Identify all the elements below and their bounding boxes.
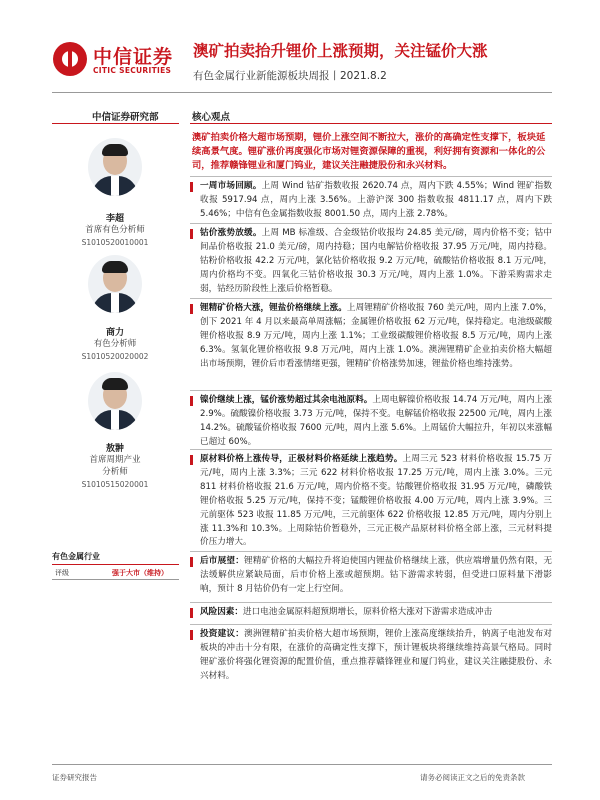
logo-text-en: CITIC SECURITIES: [93, 66, 172, 75]
analyst-name-1: 李超: [105, 214, 124, 224]
analyst-photo-3: [88, 372, 142, 430]
block-text: 上周电解镍价格收报 14.74 万元/吨，周内上涨 2.9%。硫酸镍价格收报 3.73 万元/吨，保持不变。电解锰价格收报 22500 元/吨，周内上涨 14.2%。硫酸锰价格收报 7600 元/吨，周内上涨 5.6%。上周锰价大幅拉升，年初以来涨幅已超过 60%。: [200, 395, 552, 447]
core-view-heading: 核心观点: [192, 112, 231, 123]
block-divider: [190, 390, 552, 391]
block-text: 上周 Wind 钴矿指数收报 2620.74 点，周内下跌 4.55%；Wind 锂矿指数收报 5917.94 点，周内上涨 3.56%。上游沪深 300 指数收报 4811.17 点，周内下跌 5.46%；中信有色金属指数收报 8001.50 点，周内上涨 2.78%。: [200, 181, 552, 219]
rating-value: 强于大市（维持）: [112, 569, 168, 577]
left-heading-underline: [52, 123, 179, 124]
block-text: 澳洲锂精矿拍卖价格大超市场预期，锂价上涨高度继续抬升，钠离子电池发布对板块的冲击十分有限，在涨价的高确定性支撑下，预计锂板块将继续维持高景气格局。同时锂矿涨价将强化锂资源的配置价值，重点推荐赣锋锂业和厦门钨业，建议关注融捷股份、永兴材料。: [200, 629, 552, 681]
header-divider: [52, 92, 552, 93]
analyst-id-2: S1010520020002: [81, 352, 149, 361]
block-divider: [190, 624, 552, 625]
block-lead: 钴价涨势放缓。: [200, 228, 262, 238]
block-text: 上周 MB 标准级、合金级钴价收报均 24.85 美元/磅，周内价格不变；钴中间品价格收报 21.0 美元/磅，周内持稳；国内电解钴价格收报 37.95 万元/吨，周内持稳。钴粉价格收报 42.2 万元/吨，氯化钴价格收报 9.2 万元/吨，硫酸钴价格收报 8.1 万元/吨，周内价格均不变。四氧化三钴价格收报 30.3 万元/吨，周内上涨 1.0%。下游采购需求走弱，钴经历阶段性上涨后价格暂稳。: [200, 228, 552, 294]
block-cathode: [190, 453, 552, 550]
block-text: 上周三元 523 材料价格收报 15.75 万元/吨，周内上涨 3.3%；三元 622 材料价格收报 17.25 万元/吨，周内上涨 3.0%。三元 811 材料价格收报 21.6 万元/吨，周内价格不变。钴酸锂价格收报 31.95 万元/吨，磷酸铁锂价格收报 5.25 万元/吨，保持不变；锰酸锂价格收报 4.00 万元/吨，周内上涨 3.9%。三元前驱体 523 收报 11.85 万元/吨，三元前驱体 622 价格收报 12.85 万元/吨，周内分别上涨 11.3%和 10.3%。上周除钴价暂稳外，三元正极产品原材料价格全部上涨，三元材料提价压力增大。: [200, 454, 552, 548]
block-cobalt: [190, 227, 552, 297]
analyst-title-1: 首席有色分析师: [85, 225, 145, 235]
footer-disclaimer: 请务必阅读正文之后的免责条款: [420, 773, 525, 782]
block-lead: 一周市场回顾。: [200, 181, 262, 191]
block-outlook: [190, 555, 552, 597]
block-divider: [190, 223, 552, 224]
rating-underline: [52, 564, 179, 565]
block-lead: 投资建议：: [200, 629, 245, 639]
block-divider: [190, 176, 552, 177]
footer-divider: [52, 764, 552, 765]
block-risk: [190, 606, 552, 620]
block-divider: [190, 551, 552, 552]
block-divider: [190, 449, 552, 450]
block-text: 锂精矿价格的大幅拉升将迫使国内锂盐价格继续上涨，供应端增量仍然有限，无法缓解供应紧缺局面，后市价格上涨或超预期。钴下游需求转弱，但受进口原料量下滑影响，预计 8 月钴价仍有一定上行空间。: [200, 556, 552, 594]
block-lithium: [190, 302, 552, 372]
report-title: 澳矿拍卖抬升锂价上涨预期，关注锰价大涨: [193, 42, 488, 60]
analyst-id-1: S1010520010001: [81, 238, 149, 247]
analyst-photo-2: [88, 255, 142, 313]
rating-section-heading: 有色金属行业: [52, 552, 100, 561]
analyst-title-3-line1: 首席周期产业: [89, 455, 141, 465]
block-nickel-manganese: [190, 394, 552, 450]
rating-label: 评级: [55, 569, 69, 577]
block-lead: 风险因素：: [200, 607, 243, 617]
block-lead: 原材料价格上涨传导，正极材料价格延续上涨趋势。: [200, 454, 403, 464]
analyst-name-2: 商力: [105, 328, 124, 338]
summary-text: 澳矿拍卖价格大超市场预期，锂价上涨空间不断拉大，涨价的高确定性支撑下，板块延续高景气度。锂矿涨价再度强化市场对锂资源保障的重视，利好拥有资源和一体化的公司，推荐赣锋锂业和厦门钨业，建议关注融捷股份和永兴材料。: [192, 132, 546, 171]
block-text: 上周锂精矿价格收报 760 美元/吨，周内上涨 7.0%，创下 2021 年 4 月以来最高单周涨幅；金属锂价格收报 62 万元/吨，保持稳定。电池级碳酸锂价格收报 8.9 万元/吨，周内上涨 1.1%；工业级碳酸锂价格收报 8.5 万元/吨，周内上涨 6.3%。氢氧化锂价格收报 9.8 万元/吨，周内上涨 1.0%。澳洲锂精矿企业拍卖价格大幅超出市场预期，锂价后市看涨情绪更强，锂精矿价格涨势加速，锂盐价格也维持涨势。: [200, 303, 552, 369]
analyst-photo-1: [88, 138, 142, 196]
report-subtitle: 有色金属行业新能源板块周报丨2021.8.2: [193, 70, 387, 82]
analyst-title-2: 有色分析师: [93, 339, 137, 349]
logo-text-cn: 中信证券: [93, 46, 174, 68]
rating-bottom-line: [52, 579, 179, 580]
citic-logo-icon: [53, 42, 87, 76]
block-text: 进口电池金属原料超预期增长，原料价格大涨对下游需求造成冲击: [242, 607, 493, 617]
analyst-id-3: S1010515020001: [81, 480, 149, 489]
analyst-title-3-line2: 分析师: [102, 467, 128, 477]
block-lead: 锂精矿价格大涨，锂盐价格继续上涨。: [200, 303, 347, 313]
block-market-review: [190, 180, 552, 222]
footer-report-type: 证券研究报告: [52, 773, 97, 782]
core-view-underline: [190, 123, 552, 124]
block-lead: 镍价继续上涨，锰价涨势超过其余电池原料。: [200, 395, 373, 405]
block-investment: [190, 628, 552, 684]
block-lead: 后市展望：: [200, 556, 245, 566]
analyst-name-3: 敖翀: [105, 444, 124, 454]
block-divider: [190, 602, 552, 603]
research-dept-heading: 中信证券研究部: [92, 112, 159, 123]
block-divider: [190, 298, 552, 299]
